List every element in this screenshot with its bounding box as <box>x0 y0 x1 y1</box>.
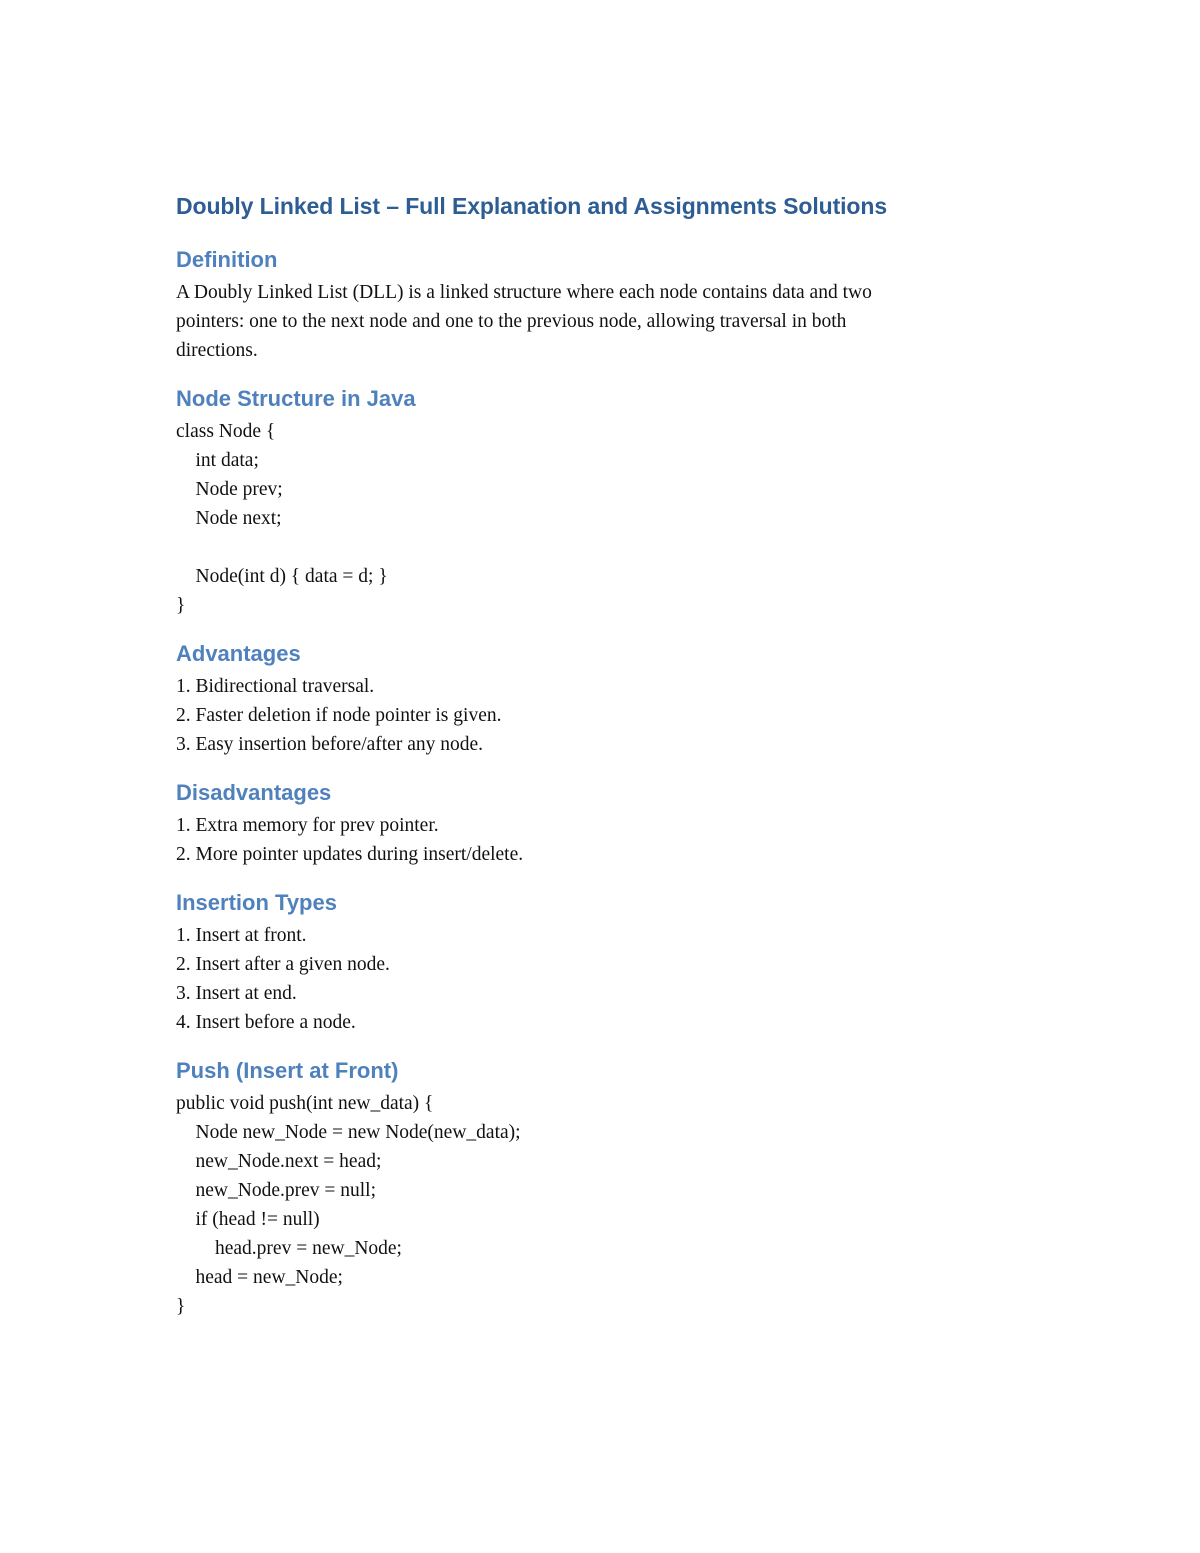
document-title: Doubly Linked List – Full Explanation and Assignments Solutions <box>176 193 888 219</box>
list-item: 2. Faster deletion if node pointer is given. <box>176 705 502 726</box>
section-push <box>176 1056 1016 1321</box>
push-code <box>176 1089 1016 1321</box>
heading-advantages: Advantages <box>176 641 301 666</box>
heading-push: Push (Insert at Front) <box>176 1058 399 1083</box>
section-disadvantages <box>176 778 1016 869</box>
section-insertion-types <box>176 888 1016 1037</box>
code-line: Node next; <box>176 508 282 529</box>
heading-definition: Definition <box>176 247 278 272</box>
definition-paragraph <box>176 278 1016 365</box>
code-line: class Node { <box>176 421 276 442</box>
list-item: 3. Insert at end. <box>176 983 297 1004</box>
code-line <box>176 533 1016 562</box>
code-line: int data; <box>176 450 259 471</box>
code-line: head = new_Node; <box>176 1267 343 1288</box>
node-structure-code <box>176 417 1016 620</box>
code-line: } <box>176 1296 186 1317</box>
list-item: 3. Easy insertion before/after any node. <box>176 734 484 755</box>
section-advantages <box>176 639 1016 759</box>
code-line: new_Node.next = head; <box>176 1151 382 1172</box>
section-node-structure <box>176 384 1016 620</box>
code-line: head.prev = new_Node; <box>176 1238 402 1259</box>
definition-line: A Doubly Linked List (DLL) is a linked structure where each node contains data and two <box>176 282 872 303</box>
section-definition <box>176 245 1016 365</box>
code-line: new_Node.prev = null; <box>176 1180 376 1201</box>
heading-insertion-types: Insertion Types <box>176 890 337 915</box>
list-item: 2. Insert after a given node. <box>176 954 390 975</box>
disadvantages-list <box>176 811 1016 869</box>
code-line: Node new_Node = new Node(new_data); <box>176 1122 521 1143</box>
heading-disadvantages: Disadvantages <box>176 780 332 805</box>
heading-node-structure: Node Structure in Java <box>176 386 416 411</box>
code-line: public void push(int new_data) { <box>176 1093 434 1114</box>
code-line: } <box>176 595 186 616</box>
list-item: 1. Bidirectional traversal. <box>176 676 375 697</box>
list-item: 1. Insert at front. <box>176 925 307 946</box>
list-item: 1. Extra memory for prev pointer. <box>176 815 439 836</box>
list-item: 4. Insert before a node. <box>176 1012 356 1033</box>
document-content <box>176 190 1016 1340</box>
advantages-list <box>176 672 1016 759</box>
code-line: Node(int d) { data = d; } <box>176 566 388 587</box>
insertion-types-list <box>176 921 1016 1037</box>
definition-line: directions. <box>176 340 258 361</box>
definition-line: pointers: one to the next node and one to the previous node, allowing traversal in both <box>176 311 847 332</box>
list-item: 2. More pointer updates during insert/delete. <box>176 844 524 865</box>
code-line: Node prev; <box>176 479 283 500</box>
code-line: if (head != null) <box>176 1209 320 1230</box>
